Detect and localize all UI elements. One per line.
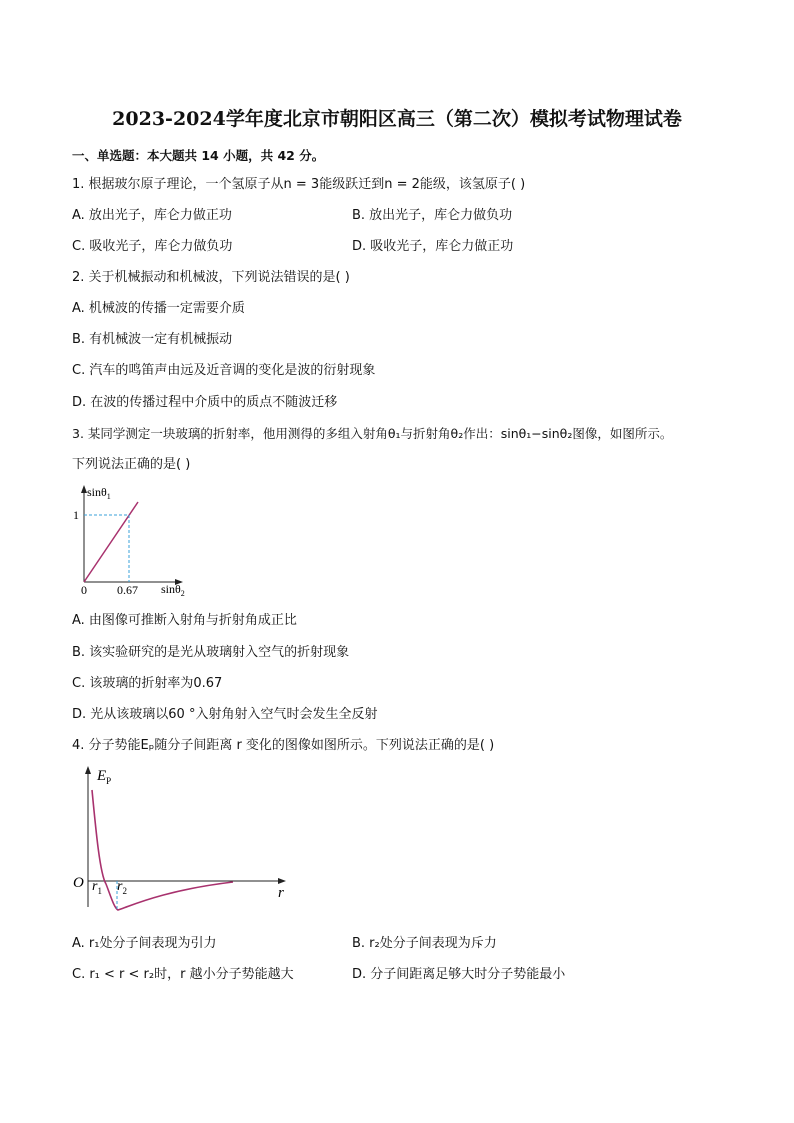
q4-r2-label: $r_2$ [117,879,127,896]
q3-y-tick: 1 [73,508,79,522]
q4-y-arrow [85,766,91,774]
q3-y-label: sinθ$_1$ [87,485,111,501]
q2-option-a: A. 机械波的传播一定需要介质 [72,301,245,316]
q3-option-c: C. 该玻璃的折射率为0.67 [72,676,223,691]
q3-x-label: sinθ$_2$ [161,582,185,598]
q3-option-b: B. 该实验研究的是光从玻璃射入空气的折射现象 [72,645,350,660]
q4-y-label: $E_P$ [97,768,112,786]
q3-option-d: D. 光从该玻璃以60 °入射角射入空气时会发生全反射 [72,707,378,722]
q1-option-d: D. 吸收光子，库仑力做正功 [352,239,514,254]
q2-option-d: D. 在波的传播过程中介质中的质点不随波迁移 [72,395,338,410]
q4-potential-curve [92,790,233,910]
q4-option-a: A. r₁处分子间表现为引力 [72,936,217,951]
q4-stem: 4. 分子势能Eₚ随分子间距离 r 变化的图像如图所示。下列说法正确的是( ) [72,738,495,753]
q3-x-tick: 0.67 [117,583,138,597]
q4-option-c: C. r₁ < r < r₂时，r 越小分子势能越大 [72,967,294,982]
q4-graph [70,762,300,922]
q2-option-b: B. 有机械波一定有机械振动 [72,332,233,347]
q1-option-b: B. 放出光子，库仑力做负功 [352,208,513,223]
q1-option-a: A. 放出光子，库仑力做正功 [72,208,232,223]
q3-data-line [84,502,138,582]
page-title: 2023-2024学年度北京市朝阳区高三（第二次）模拟考试物理试卷 [112,108,682,130]
q4-r1-label: $r_1$ [92,879,102,896]
q3-stem-continued: 下列说法正确的是( ) [72,457,191,472]
section-header: 一、单选题：本大题共 14 小题，共 42 分。 [72,148,325,163]
q3-origin-label: 0 [81,583,87,597]
q3-option-a: A. 由图像可推断入射角与折射角成正比 [72,613,297,628]
q4-option-b: B. r₂处分子间表现为斥力 [352,936,497,951]
q4-x-label: r [278,885,284,901]
q2-option-c: C. 汽车的鸣笛声由远及近音调的变化是波的衍射现象 [72,363,376,378]
q2-stem: 2. 关于机械振动和机械波，下列说法错误的是( ) [72,270,350,285]
q1-stem: 1. 根据玻尔原子理论，一个氢原子从n = 3能级跃迁到n = 2能级，该氢原子( ) [72,177,526,192]
q3-graph [70,482,200,602]
q1-option-c: C. 吸收光子，库仑力做负功 [72,239,233,254]
q4-origin-label: O [73,875,84,891]
q4-x-arrow [278,878,286,884]
q3-stem: 3. 某同学测定一块玻璃的折射率，他用测得的多组入射角θ₁与折射角θ₂作出：sinθ₁−sinθ₂图像，如图所示。 [72,426,673,441]
q4-option-d: D. 分子间距离足够大时分子势能最小 [352,967,566,982]
